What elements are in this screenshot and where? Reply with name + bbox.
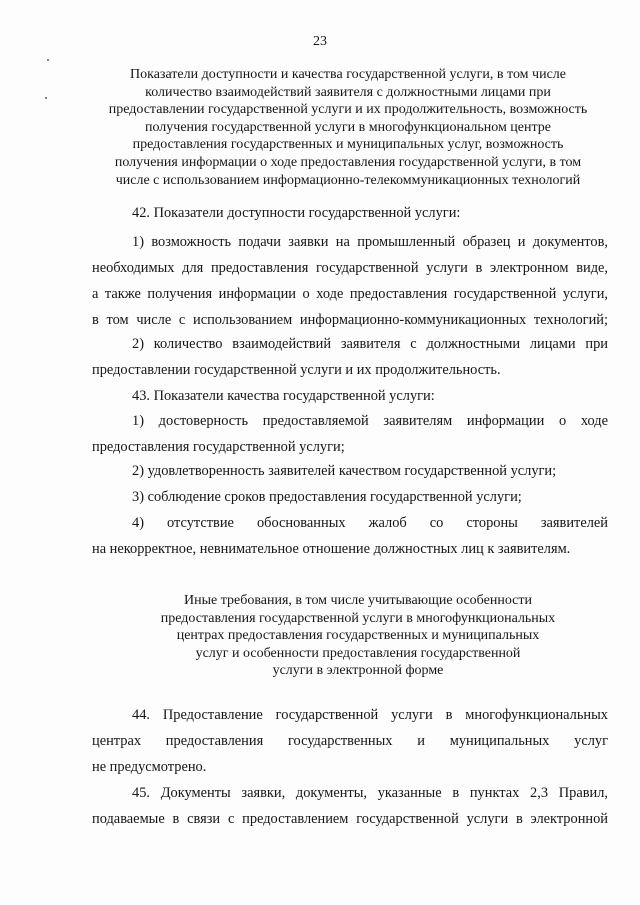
paragraph-45	[92, 780, 608, 832]
paragraph-line: 4) отсутствие обоснованных жалоб со стороны заявителей	[132, 515, 608, 531]
heading-line: Показатели доступности и качества государственной услуги, в том числе	[130, 67, 566, 82]
paragraph-line: не предусмотрено.	[92, 759, 207, 775]
paragraph-line: 2) количество взаимодействий заявителя с должностными лицами при	[132, 336, 608, 352]
heading-line: количество взаимодействий заявителя с должностными лицами при	[145, 84, 551, 100]
heading-line: центрах предоставления государственных и муниципальных	[176, 628, 540, 644]
paragraph-line: предоставлении государственной услуги и их продолжительность.	[92, 362, 501, 378]
paragraph-line: а также получения информации о ходе предоставления государственной услуги,	[92, 286, 608, 302]
scan-speck	[45, 97, 47, 99]
paragraph-line: 1) достоверность предоставляемой заявителям информации о ходе	[132, 413, 608, 429]
heading-line: получения государственной услуги в многофункциональном центре	[144, 119, 552, 135]
heading-line: числе с использованием информационно-телекоммуникационных технологий	[115, 172, 581, 188]
paragraph-line: в том числе с использованием информационно-коммуникационных технологий;	[92, 312, 608, 328]
heading-line: предоставлении государственной услуги и их продолжительность, возможность	[108, 102, 588, 118]
paragraph-43-4	[92, 510, 608, 562]
paragraph-line: 45. Документы заявки, документы, указанные в пунктах 2,3 Правил,	[132, 785, 608, 801]
paragraph-42	[92, 200, 608, 226]
paragraph-42-2	[92, 331, 608, 383]
heading-line: получения информации о ходе предоставления государственной услуги, в том	[114, 154, 582, 170]
paragraph-42-1	[92, 229, 608, 333]
paragraph-43-3	[92, 484, 608, 510]
paragraph-line: предоставления государственной услуги;	[92, 439, 345, 455]
paragraph-43	[92, 383, 608, 409]
paragraph-line: центрах предоставления государственных и муниципальных услуг	[92, 733, 608, 749]
page-number: 23	[313, 34, 327, 49]
paragraph-line: необходимых для предоставления государственной услуги в электронном виде,	[92, 260, 608, 276]
paragraph-line: 43. Показатели качества государственной услуги:	[132, 388, 435, 404]
paragraph-43-1	[92, 408, 608, 460]
paragraph-line: подаваемые в связи с предоставлением государственной услуги в электронной	[92, 811, 608, 827]
paragraph-line: 44. Предоставление государственной услуги в многофункциональных	[132, 707, 608, 723]
paragraph-line: 2) удовлетворенность заявителей качеством государственной услуги;	[132, 463, 557, 479]
paragraph-line: 42. Показатели доступности государственной услуги:	[132, 205, 461, 221]
heading-line: Иные требования, в том числе учитывающие особенности	[183, 593, 532, 608]
paragraph-line: 3) соблюдение сроков предоставления государственной услуги;	[132, 489, 522, 505]
heading-line: предоставления государственных и муниципальных услуг, возможность	[132, 137, 564, 153]
heading-line: предоставления государственной услуги в многофункциональных	[160, 610, 556, 626]
heading-line: услуг и особенности предоставления государственной	[195, 645, 521, 661]
scan-speck	[47, 59, 49, 61]
paragraph-44	[92, 702, 608, 780]
paragraph-43-2	[92, 458, 608, 484]
heading-line: услуги в электронной форме	[272, 663, 444, 679]
paragraph-line: 1) возможность подачи заявки на промышленный образец и документов,	[132, 234, 608, 250]
section-heading-accessibility	[88, 66, 608, 189]
paragraph-line: на некорректное, невнимательное отношение должностных лиц к заявителям.	[92, 541, 571, 557]
section-heading-other-requirements	[100, 592, 616, 680]
